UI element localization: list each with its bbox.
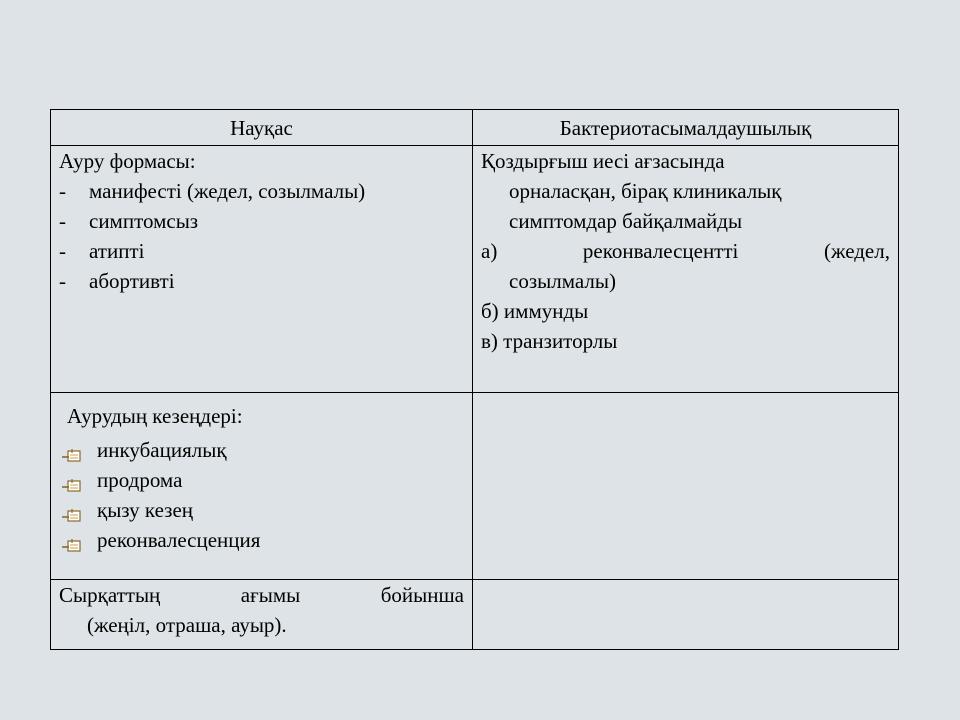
carrier-definition-line2: орналасқан, бірақ клиникалық bbox=[509, 179, 782, 203]
disease-stages-list bbox=[59, 435, 464, 555]
carrier-type-a bbox=[481, 236, 890, 266]
carrier-type-a-word: реконвалесцентті bbox=[582, 239, 739, 263]
carrier-type-a-word: (жедел, bbox=[823, 239, 890, 263]
carrier-description-cell bbox=[473, 146, 899, 393]
list-item bbox=[59, 206, 464, 236]
list-item bbox=[59, 266, 464, 296]
carrier-type-c: в) транзиторлы bbox=[481, 329, 618, 353]
list-item bbox=[59, 495, 464, 525]
dash-marker: - bbox=[59, 209, 66, 233]
carrier-type-b: б) иммунды bbox=[481, 299, 589, 323]
table-row bbox=[51, 580, 899, 650]
hand-pointer-icon bbox=[61, 502, 83, 518]
list-item-text: манифесті (жедел, созылмалы) bbox=[89, 179, 366, 203]
list-item bbox=[59, 236, 464, 266]
list-item bbox=[59, 525, 464, 555]
empty-cell bbox=[473, 580, 899, 650]
dash-marker: - bbox=[59, 269, 66, 293]
list-item-text: симптомсыз bbox=[89, 209, 199, 233]
header-patient: Науқас bbox=[51, 110, 473, 146]
table-row bbox=[51, 146, 899, 393]
list-item-text: реконвалесценция bbox=[97, 528, 261, 552]
disease-stages-title: Аурудың кезеңдері: bbox=[67, 404, 243, 428]
comparison-table bbox=[50, 109, 899, 650]
disease-forms-title: Ауру формасы: bbox=[59, 149, 196, 173]
hand-pointer-icon bbox=[61, 532, 83, 548]
list-item bbox=[59, 435, 464, 465]
header-carrier: Бактериотасымалдаушылық bbox=[473, 110, 899, 146]
disease-course-word: бойынша bbox=[380, 583, 464, 607]
disease-course-cell bbox=[51, 580, 473, 650]
list-item bbox=[59, 465, 464, 495]
carrier-definition-line1: Қоздырғыш иесі ағзасында bbox=[481, 149, 725, 173]
list-item-text: продрома bbox=[97, 468, 183, 492]
disease-stages-cell bbox=[51, 393, 473, 580]
list-item-text: қызу кезең bbox=[97, 498, 194, 522]
carrier-type-a-letter: а) bbox=[481, 239, 498, 263]
hand-pointer-icon bbox=[61, 442, 83, 458]
table-header-row bbox=[51, 110, 899, 146]
list-item bbox=[59, 176, 464, 206]
carrier-type-a-continuation: созылмалы) bbox=[509, 269, 616, 293]
empty-cell bbox=[473, 393, 899, 580]
hand-pointer-icon bbox=[61, 472, 83, 488]
disease-course-word: Сырқаттың bbox=[59, 583, 161, 607]
dash-marker: - bbox=[59, 179, 66, 203]
disease-course-line2: (жеңіл, отраша, ауыр). bbox=[87, 613, 287, 637]
disease-course-word: ағымы bbox=[240, 583, 301, 607]
disease-course-line1 bbox=[59, 580, 464, 610]
table-row bbox=[51, 393, 899, 580]
list-item-text: атипті bbox=[89, 239, 145, 263]
disease-forms-list bbox=[59, 176, 464, 296]
list-item-text: абортивті bbox=[89, 269, 175, 293]
list-item-text: инкубациялық bbox=[97, 438, 227, 462]
disease-forms-cell bbox=[51, 146, 473, 393]
carrier-definition-line3: симптомдар байқалмайды bbox=[509, 209, 743, 233]
dash-marker: - bbox=[59, 239, 66, 263]
